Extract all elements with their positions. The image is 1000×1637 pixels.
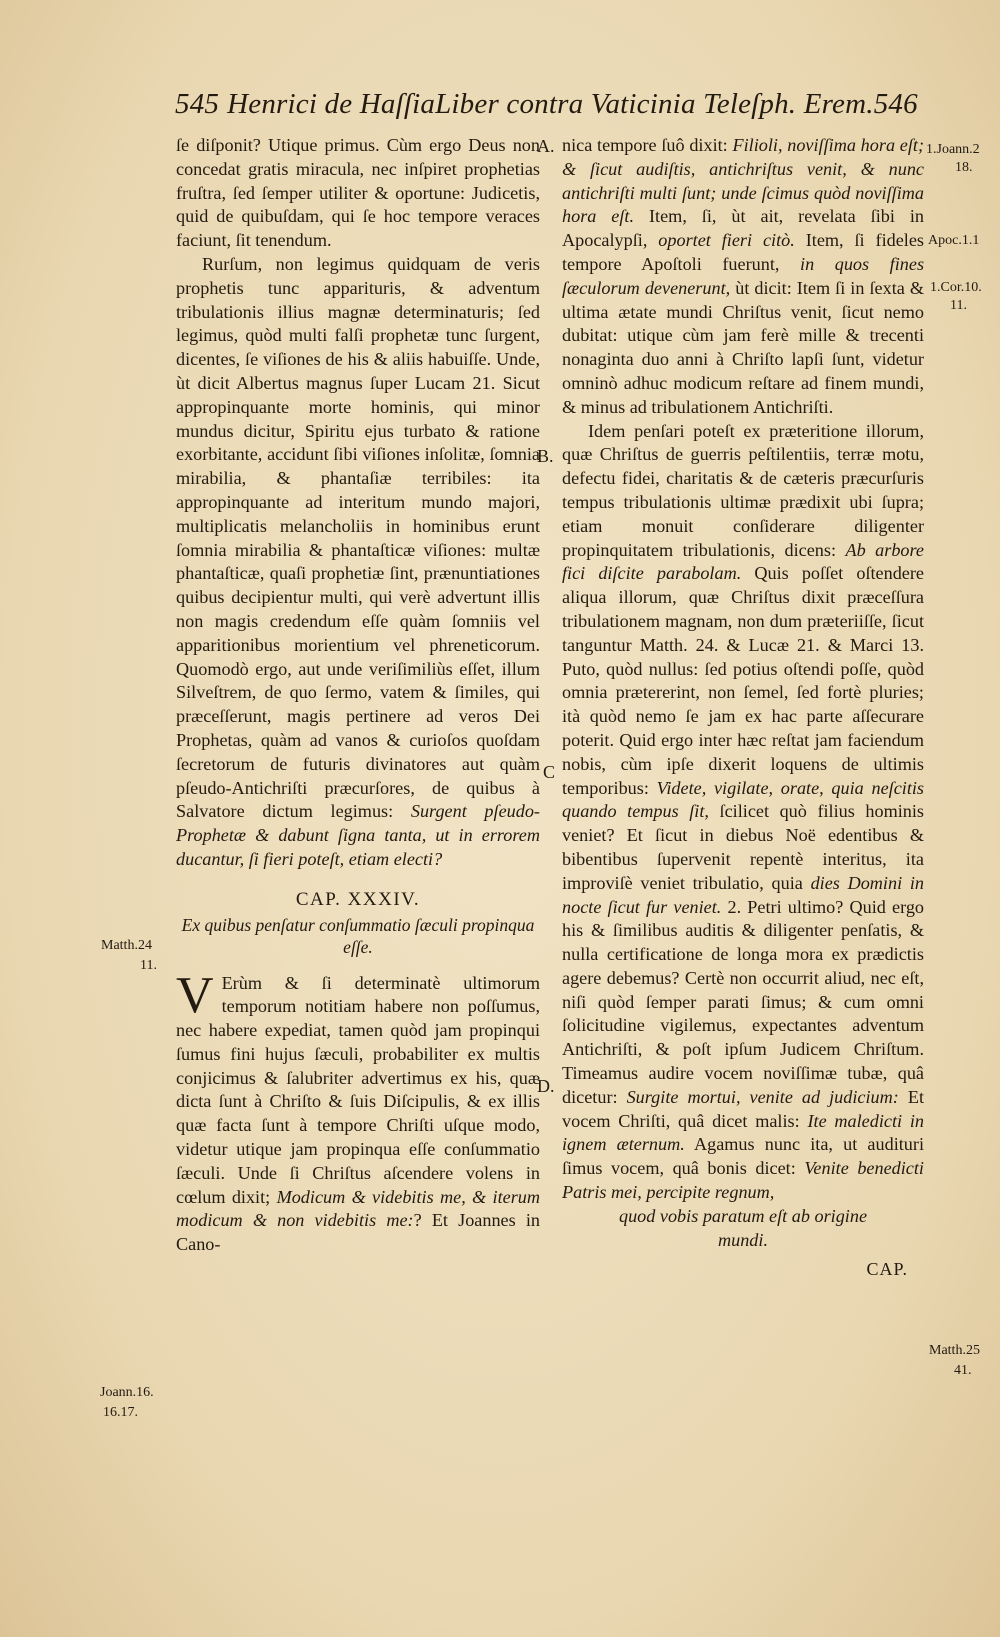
margin-ref-joann-2: 1.Joann.2 xyxy=(926,142,980,157)
right-p2-text-f: Agamus nunc ita, ut audituri ſimus vocem, quâ bonis dicet: xyxy=(562,1134,924,1179)
right-column xyxy=(562,134,924,1282)
margin-ref-matth-25: Matth.25 xyxy=(929,1343,980,1358)
right-p1-text-d: ùt dicit: Item ſi in ſexta & ultima ætate mundi Chriſtus venit, ſicut nemo dubitat: utique cùm jam ferè mille & trecenti nonaginta duo anni à Chriſto lapſi ſunt, videtur omninò adhuc modicum reſtare ad finem mundi, & minus ad tribulationem Antichriſti. xyxy=(562,277,924,417)
chapter-summary: Ex quibus penſatur conſummatio ſæculi propinqua eſſe. xyxy=(181,914,535,957)
margin-ref-left-11: 11. xyxy=(140,958,157,973)
right-p1-text-a: nica tempore ſuô dixit: xyxy=(562,135,728,155)
section-letter-b: B. xyxy=(537,446,554,466)
left-paragraph-3-quote: Modicum & videbitis me, & iterum modicum & non videbitis me: xyxy=(176,1186,541,1231)
right-p2-text-e: Et vocem Chriſti, quâ dicet malis: xyxy=(562,1086,925,1131)
left-paragraph-1: ſe diſponit? Utique primus. Cùm ergo Deus non concedat gratis miracula, nec inſpiret prophetias fruſtra, ſed ſemper utiliter & oportune: Judicetis, quid de quibuſdam, qui ſe hoc tempore veraces faciunt, ſit tenendum. xyxy=(176,135,540,251)
right-p2-text-c: ſcilicet quò filius hominis veniet? Et ſicut in diebus Noë edentibus & bibentibus ſupervenit repentè interitus, ita improviſè veniet tribulatio, quia xyxy=(562,801,925,893)
margin-ref-joann-16: Joann.16. xyxy=(100,1385,154,1400)
right-p2-quote-1: Ab arbore fici diſcite parabolam. xyxy=(562,539,925,584)
right-paragraph-1 xyxy=(562,134,924,420)
right-p2-quote-4: Surgite mortui, venite ad judicium: xyxy=(626,1086,899,1107)
right-paragraph-2 xyxy=(562,420,924,1205)
right-p2-quote-2: Videte, vigilate, orate, quia neſcitis quando tempus ſit, xyxy=(562,777,925,822)
right-p2-text-b: Quis poſſet oſtendere aliqua illorum, quæ Chriſtus dixit præceſſura tribulationem magnam, non dum præteriiſſe, ſicut tanguntur Matth. 24. & Lucæ 21. & Marci 13. Puto, quòd nullus: ſed potius oſtendi poſſe, quòd omnia prætererint, non ſemel, ſed fortè pluries; ità quòd nemo ſe jam ex hac parte aſſecurare poterit. Quid ergo inter hæc reſtat jam faciendum nobis, cùm ipſe dixerit loquens de ultimis temporibus: xyxy=(562,563,925,798)
section-letter-c: C xyxy=(543,762,556,782)
margin-ref-41: 41. xyxy=(954,1363,972,1378)
catchword: CAP. xyxy=(866,1259,908,1280)
margin-ref-apoc: Apoc.1.1 xyxy=(928,233,980,248)
running-head xyxy=(175,88,918,121)
left-paragraph-2-text: Rurſum, non legimus quidquam de veris prophetis tunc apparituris, & adventum tribulationis illius magnæ determinaturis; ſed legimus, quòd multi falſi prophetæ tunc ſurgent, dicentes, ſe viſiones de his & aliis habuiſſe. Unde, ùt dicit Albertus magnus ſuper Lucam 21. Sicut appropinquante morte hominis, qui minor mundus dicitur, Spiritu ejus turbato & ratione exorbitante, accidunt ſibi viſiones inſolitæ, ſomnia mirabilia, & phantaſiæ terribiles: ita appropinquante ad interitum mundo majori, multiplicatis melancholiis in hominibus erunt ſomnia mirabilia & phantaſticæ viſiones: multæ phantaſticæ, quaſi prophetiæ ſint, prænuntiationes quibus decipientur multi, qui verè advertunt illis non magis credendum eſſe quàm ſomniis vel apparitionibus morientium vel phreneticorum. Quomodò ergo, aut unde veriſimiliùs eſſet, illum Silveſtrem, de quo ſermo, vatem & ſimiles, qui præceſſerunt, magis pertinere ad veros Dei Prophetas, quàm ad vanos & curioſos quoſdam ſecretorum de futuris divinatores aut quàm pſeudo-Antichriſti præcurſores, de quibus à Salvatore dictum legimus: xyxy=(176,253,540,822)
right-p2-text-d: 2. Petri ultimo? Quid ergo his & ſimilibus auditis & diligenter penſatis, & nulla certificatione de longa mora ex prædictis agere debemus? Certè non occurrit aliud, nec eſt, niſi quòd ſemper parati ſimus; & cum omni ſolicitudine vigilemus, expectantes adventum Antichriſti, & poſt ipſum Judicem Chriſtum. Timeamus audire vocem noviſſimæ tubæ, quâ dicetur: xyxy=(562,896,925,1107)
margin-ref-11: 11. xyxy=(950,298,967,313)
margin-ref-matth-24: Matth.24 xyxy=(101,938,152,953)
left-paragraph-3-end: ? Et Joannes in Cano- xyxy=(176,1210,540,1255)
left-paragraph-3-text: Erùm & ſi determinatè ultimorum temporum notitiam habere non poſſumus, nec habere expediat, tamen quòd jam propinqui ſumus fini hujus ſæculi, probabiliter ex multis conjicimus & ſalubriter advertimus ex his, quæ dicta ſunt à Chriſto & ſuis Diſcipulis, & ex illis quæ facta ſunt à tempore Chriſti uſque modo, videtur utique jam propinqua eſſe conſummatio ſæculi. Unde ſi Chriſtus aſcendere volens in cœlum dixit; xyxy=(176,972,540,1207)
right-p1-quote-1: Filioli, noviſſima hora eſt; & ſicut audiſtis, antichriſtus venit, & nunc antichriſti multi ſunt; unde ſcimus quòd noviſſima hora eſt. xyxy=(562,135,925,227)
right-p1-quote-2: oportet fieri citò. xyxy=(658,230,795,251)
section-letter-a: A. xyxy=(537,136,555,156)
section-letter-d: D. xyxy=(537,1076,555,1096)
right-p2-text-a: Idem penſari poteſt ex præteritione illorum, quæ Chriſtus de guerris peſtilentiis, terræ motu, defectu fidei, charitatis & de cæteris præcurſuris tempus tribulationis ultimæ prædixit ubi ſupra; etiam monuit conſiderare diligenter propinquitatem tribulationis, dicens: xyxy=(562,420,924,560)
left-column xyxy=(176,134,540,1257)
left-paragraph-2 xyxy=(176,253,540,872)
page-number-right: 546 xyxy=(873,88,918,120)
verse-line-2: mundi. xyxy=(717,1229,768,1250)
margin-ref-18: 18. xyxy=(955,160,973,175)
margin-ref-16-17: 16.17. xyxy=(103,1405,138,1420)
running-title: Henrici de HaſſiaLiber contra Vaticinia Teleſph. Erem. xyxy=(227,88,874,120)
drop-cap: V xyxy=(176,966,214,1024)
right-p2-quote-5: Ite maledicti in ignem æternum. xyxy=(562,1110,925,1155)
page-number-left: 545 xyxy=(175,88,220,120)
verse-line-1: quod vobis paratum eſt ab origine xyxy=(618,1205,868,1226)
left-paragraph-2-quote: Surgent pſeudo-Prophetæ & dabunt ſigna tanta, ut in errorem ducantur, ſi fieri poteſt, etiam electi? xyxy=(176,801,540,869)
chapter-title: CAP. XXXIV. xyxy=(295,888,421,910)
right-p1-quote-3: in quos fines ſæculorum devenerunt, xyxy=(562,253,925,298)
right-p2-quote-6: Venite benedicti Patris mei, percipite regnum, xyxy=(562,1158,924,1203)
left-paragraph-3 xyxy=(176,966,541,1258)
right-p1-text-c: Item, ſi fideles tempore Apoſtoli fuerunt, xyxy=(562,230,925,274)
margin-ref-cor: 1.Cor.10. xyxy=(930,280,982,295)
right-p2-quote-3: dies Domini in nocte ſicut fur veniet. xyxy=(562,872,924,917)
right-p1-text-b: Item, ſi, ùt ait, revelata ſibi in Apocalypſi, xyxy=(562,206,924,251)
